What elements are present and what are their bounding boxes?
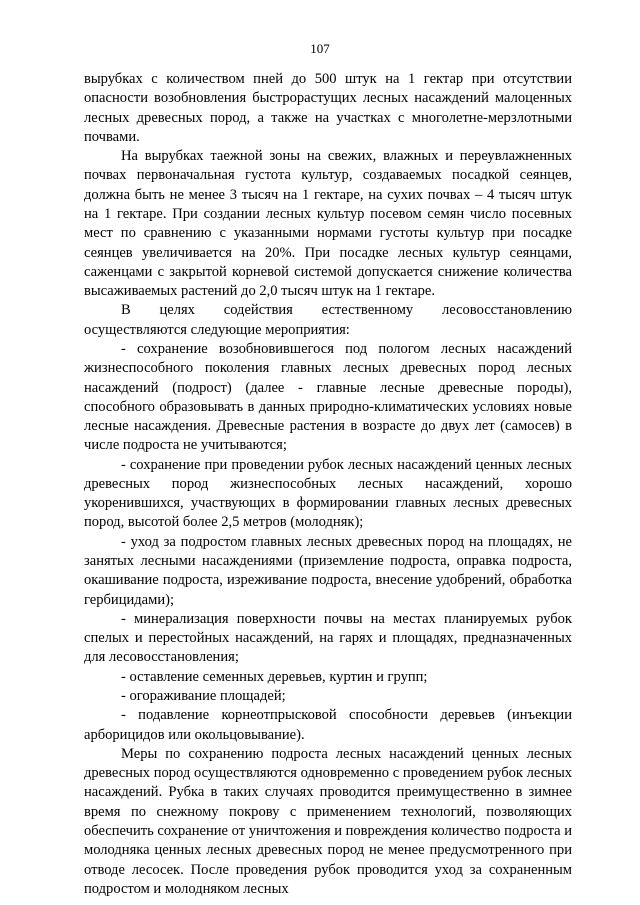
list-item-undergrowth-care: - уход за подростом главных лесных древесных пород на площадях, не занятых лесными насаждениями (приземление подроста, оправка подроста, окашивание подроста, изреживание подроста, внесение удобрений, обработка гербицидами);	[84, 533, 572, 608]
list-item-undergrowth-preservation: - сохранение возобновившегося под пологом лесных насаждений жизнеспособного поколения главных лесных древесных пород лесных насаждений (подрост) (далее - главные лесные древесные породы), способного образовывать в данных природно-климатических условиях новые лесные насаждения. Древесные растения в возрасте до двух лет (самосев) в числе подроста не учитываются;	[84, 340, 572, 454]
list-item-seed-trees: - оставление семенных деревьев, куртин и групп;	[121, 668, 428, 685]
paragraph-undergrowth-measures: Меры по сохранению подроста лесных насаждений ценных лесных древесных пород осуществляются одновременно с проведением рубок лесных насаждений. Рубка в таких случаях проводится преимущественно в зимнее время по снежному покрову с применением технологий, позволяющих обеспечить сохранение от уничтожения и повреждения количество подроста и молодняка ценных лесных древесных пород не менее предусмотренного при отводе лесосек. После проведения рубок проводится уход за сохраненным подростом и молодняком лесных	[84, 745, 572, 897]
list-item-young-stand-preservation: - сохранение при проведении рубок лесных насаждений ценных лесных древесных пород жизнеспособных лесных насаждений, хорошо укоренившихся, участвующих в формировании главных лесных древесных пород, высотой более 2,5 метров (молодняк);	[84, 456, 572, 531]
list-item-fencing: - огораживание площадей;	[121, 688, 286, 704]
list-item-soil-mineralization: - минерализация поверхности почвы на местах планируемых рубок спелых и перестойных насаждений, на гарях и площадях, предназначенных для лесовосстановления;	[84, 610, 572, 666]
page-number: 107	[310, 41, 330, 56]
paragraph-planting-density: На вырубках таежной зоны на свежих, влажных и переувлажненных почвах первоначальная густота культур, создаваемых посадкой сеянцев, должна быть не менее 3 тысяч на 1 гектаре, на сухих почвах – 4 тысяч штук на 1 гектаре. При создании лесных культур посевом семян число посевных мест по сравнению с указанными нормами густоты культур при посадке сеянцев увеличивается на 20%. При посадке лесных культур сеянцами, саженцами с закрытой корневой системой допускается снижение количества высаживаемых растений до 2,0 тысяч штук на 1 гектаре.	[84, 148, 572, 300]
paragraph-continuation: вырубках с количеством пней до 500 штук на 1 гектар при отсутствии опасности возобновления быстрорастущих лесных насаждений малоценных лесных древесных пород, а также на участках с многолетне-мерзлотными почвами.	[84, 71, 572, 145]
body-text	[84, 70, 572, 899]
paragraph-natural-regeneration-intro: В целях содействия естественному лесовосстановлению осуществляются следующие мероприятия:	[84, 302, 572, 338]
list-item-root-suckering-suppression: - подавление корнеотпрысковой способности деревьев (инъекции арборицидов или окольцовывание).	[84, 707, 572, 743]
